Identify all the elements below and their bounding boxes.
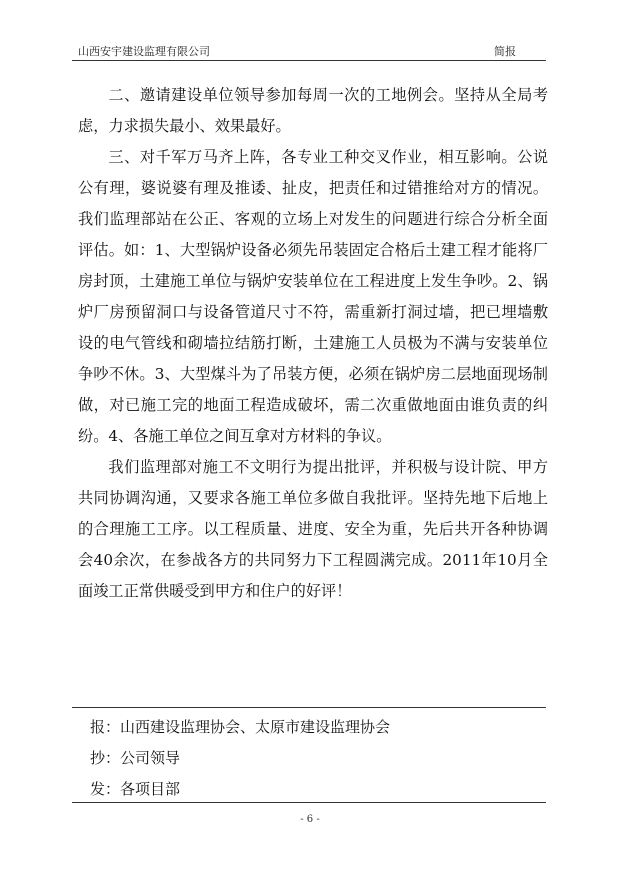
- distribution-send-to: [90, 774, 540, 805]
- header-organization: 山西安宇建设监理有限公司: [78, 45, 210, 58]
- distribution-label: 报：: [90, 718, 121, 736]
- body-text: [78, 80, 548, 607]
- distribution-value: 各项目部: [120, 780, 181, 798]
- paragraph-3: 三、对千军万马齐上阵，各专业工种交叉作业，相互影响。公说公有理，婆说婆有理及推诿、扯皮，把责任和过错推给对方的情况。我们监理部站在公正、客观的立场上对发生的问题进行综合分析全面评估。如：1、大型锅炉设备必须先吊装固定合格后土建工程才能将厂房封顶，土建施工单位与锅炉安装单位在工程进度上发生争吵。2、锅炉厂房预留洞口与设备管道尺寸不符，需重新打洞过墙，把已埋墙敷设的电气管线和砌墙拉结筋打断，土建施工人员极为不满与安装单位争吵不休。3、大型煤斗为了吊装方便，必须在锅炉房二层地面现场制做，对已施工完的地面工程造成破坏，需二次重做地面由谁负责的纠纷。4、各施工单位之间互拿对方材料的争议。: [78, 148, 548, 445]
- page-number: - 6 -: [300, 814, 320, 825]
- distribution-label: 抄：: [90, 749, 121, 767]
- distribution-value: 山西建设监理协会、太原市建设监理协会: [120, 718, 391, 736]
- distribution-copy-to: [90, 743, 540, 774]
- paragraph-conclusion: 我们监理部对施工不文明行为提出批评，并积极与设计院、甲方共同协调沟通，又要求各施工单位多做自我批评。坚持先地下后地上的合理施工工序。以工程质量、进度、安全为重，先后共开各种协调会40余次，在参战各方的共同努力下工程圆满完成。2011年10月全面竣工正常供暖受到甲方和住户的好评！: [78, 458, 548, 600]
- header-divider: [72, 60, 546, 61]
- distribution-report-to: [90, 712, 540, 743]
- distribution-top-divider: [72, 707, 546, 708]
- distribution-label: 发：: [90, 780, 121, 798]
- page-header: [78, 43, 548, 59]
- distribution-value: 公司领导: [120, 749, 181, 767]
- paragraph-2: 二、邀请建设单位领导参加每周一次的工地例会。坚持从全局考虑，力求损失最小、效果最好。: [78, 86, 548, 135]
- distribution-list: [90, 712, 540, 805]
- distribution-bottom-divider: [72, 802, 546, 803]
- header-document-type: 简报: [494, 45, 516, 58]
